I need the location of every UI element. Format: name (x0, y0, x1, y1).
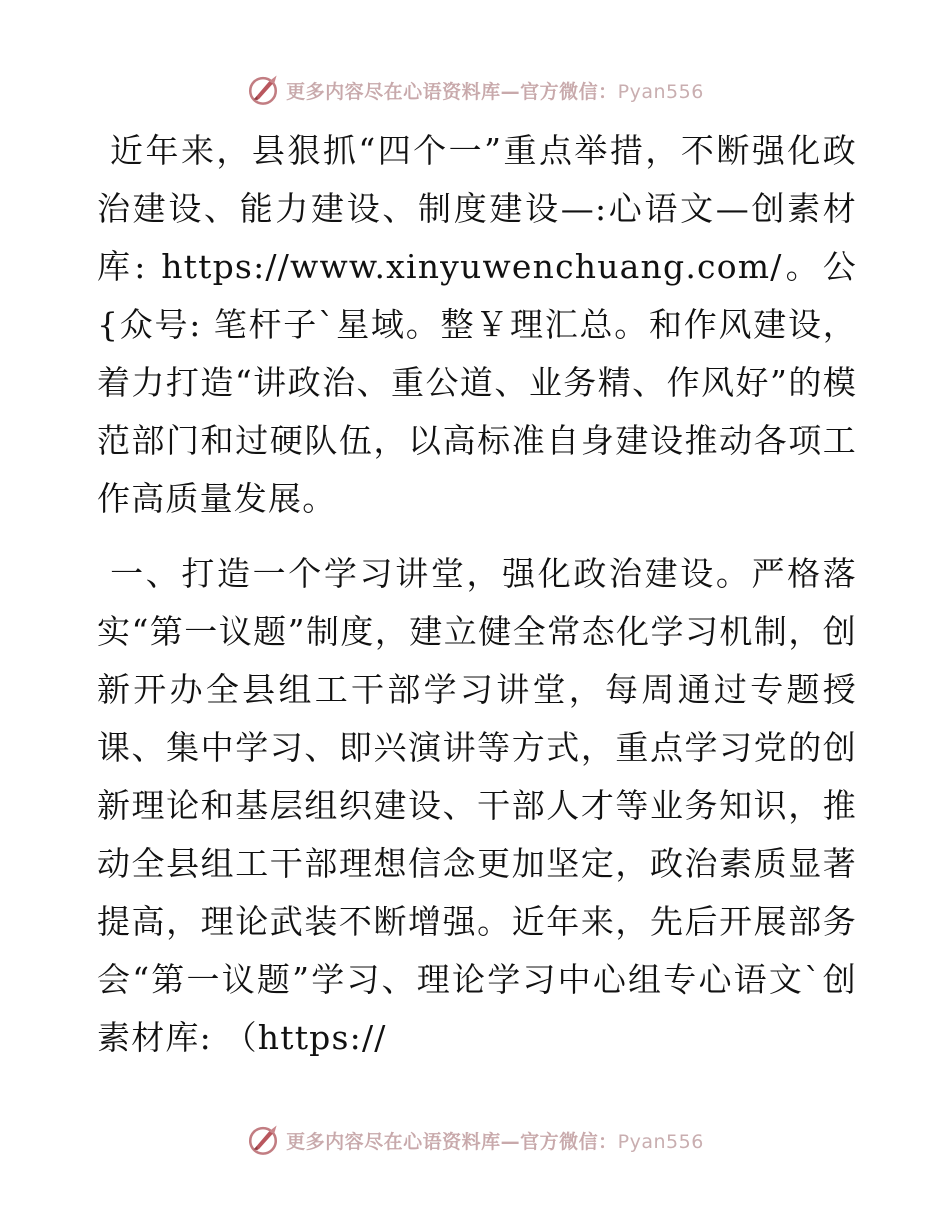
watermark-text: 更多内容尽在心语资料库—官方微信：Pyan556 (286, 1130, 704, 1153)
watermark-wechat-id: Pyan556 (617, 1130, 704, 1153)
watermark-wechat-id: Pyan556 (617, 80, 704, 103)
paragraph-section-one: 一、打造一个学习讲堂，强化政治建设。严格落实“第一议题”制度，建立健全常态化学习机制，创新开办全县组工干部学习讲堂，每周通过专题授课、集中学习、即兴演讲等方式，重点学习党的创新理论和基层组织建设、干部人才等业务知识，推动全县组工干部理想信念更加坚定，政治素质显著提高，理论武装不断增强。近年来，先后开展部务会“第一议题”学习、理论学习中心组专心语文`创素材库: （https:// (97, 554, 857, 1057)
watermark-text: 更多内容尽在心语资料库—官方微信：Pyan556 (286, 80, 704, 103)
quill-logo-icon (246, 1123, 280, 1157)
quill-logo-icon (246, 73, 280, 107)
footer-watermark (0, 1120, 950, 1160)
document-body (97, 122, 857, 1084)
header-watermark (0, 70, 950, 110)
paragraph-intro: 近年来，县狠抓“四个一”重点举措，不断强化政治建设、能力建设、制度建设—:心语文—创素材库: https://www.xinyuwenchuang.com/。公{众号: 笔杆子`星域。整￥理汇总。和作风建设，着力打造“讲政治、重公道、业务精、作风好”的模范部门和过硬队伍，以高标准自身建设推动各项工作高质量发展。 (97, 131, 857, 518)
